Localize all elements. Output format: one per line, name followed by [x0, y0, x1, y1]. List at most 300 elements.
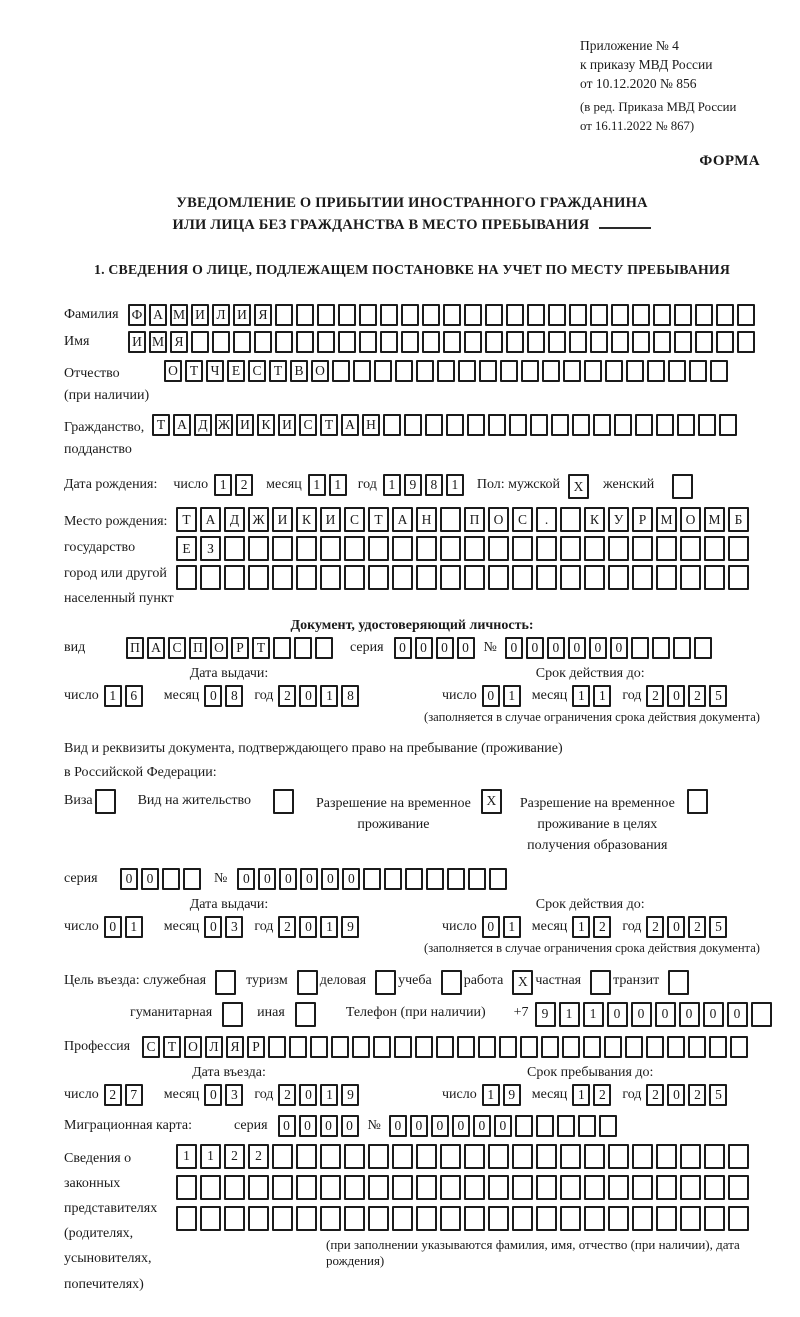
char-cell[interactable]: 0	[431, 1115, 449, 1137]
char-cell[interactable]: 2	[646, 685, 664, 707]
char-cell[interactable]	[632, 536, 653, 561]
char-cell[interactable]	[728, 536, 749, 561]
char-cell[interactable]: О	[680, 507, 701, 532]
char-cell[interactable]	[488, 565, 509, 590]
char-cell[interactable]	[224, 536, 245, 561]
char-cell[interactable]	[608, 565, 629, 590]
char-cell[interactable]	[200, 1206, 221, 1231]
char-cell[interactable]: 1	[320, 916, 338, 938]
char-cell[interactable]	[488, 414, 506, 436]
char-cell[interactable]	[368, 1175, 389, 1200]
char-cell[interactable]: А	[341, 414, 359, 436]
char-cell[interactable]	[392, 536, 413, 561]
char-cell[interactable]	[344, 1206, 365, 1231]
char-cell[interactable]	[632, 1206, 653, 1231]
char-cell[interactable]	[512, 1144, 533, 1169]
char-cell[interactable]: 0	[667, 685, 685, 707]
residence-permit-checkbox[interactable]	[273, 789, 294, 814]
char-cell[interactable]: Ф	[128, 304, 146, 326]
char-cell[interactable]: 1	[583, 1002, 604, 1027]
purpose-tourism-checkbox[interactable]	[297, 970, 318, 995]
char-cell[interactable]	[446, 414, 464, 436]
char-cell[interactable]: К	[584, 507, 605, 532]
char-cell[interactable]: 9	[503, 1084, 521, 1106]
char-cell[interactable]: К	[296, 507, 317, 532]
char-cell[interactable]: И	[278, 414, 296, 436]
char-cell[interactable]: 1	[572, 1084, 590, 1106]
char-cell[interactable]	[593, 414, 611, 436]
char-cell[interactable]: Д	[224, 507, 245, 532]
char-cell[interactable]: 1	[572, 685, 590, 707]
char-cell[interactable]: 1	[308, 474, 326, 496]
char-cell[interactable]	[653, 331, 671, 353]
char-cell[interactable]	[176, 1175, 197, 1200]
char-cell[interactable]: 0	[727, 1002, 748, 1027]
char-cell[interactable]	[489, 868, 507, 890]
char-cell[interactable]: 0	[237, 868, 255, 890]
char-cell[interactable]	[447, 868, 465, 890]
char-cell[interactable]	[332, 360, 350, 382]
char-cell[interactable]	[394, 1036, 412, 1058]
char-cell[interactable]	[688, 1036, 706, 1058]
char-cell[interactable]	[632, 565, 653, 590]
char-cell[interactable]: С	[344, 507, 365, 532]
char-cell[interactable]	[536, 1175, 557, 1200]
char-cell[interactable]	[680, 1175, 701, 1200]
char-cell[interactable]: 0	[341, 1115, 359, 1137]
char-cell[interactable]: М	[656, 507, 677, 532]
char-cell[interactable]: 1	[593, 685, 611, 707]
char-cell[interactable]	[224, 565, 245, 590]
char-cell[interactable]	[695, 331, 713, 353]
char-cell[interactable]: 1	[125, 916, 143, 938]
char-cell[interactable]: 2	[646, 916, 664, 938]
char-cell[interactable]: 9	[535, 1002, 556, 1027]
char-cell[interactable]	[320, 1175, 341, 1200]
char-cell[interactable]	[275, 304, 293, 326]
char-cell[interactable]: 5	[709, 1084, 727, 1106]
char-cell[interactable]	[728, 565, 749, 590]
char-cell[interactable]: 0	[452, 1115, 470, 1137]
char-cell[interactable]	[368, 1144, 389, 1169]
char-cell[interactable]	[560, 1206, 581, 1231]
char-cell[interactable]	[488, 1175, 509, 1200]
char-cell[interactable]	[647, 360, 665, 382]
char-cell[interactable]: 1	[320, 685, 338, 707]
char-cell[interactable]	[709, 1036, 727, 1058]
char-cell[interactable]	[704, 1175, 725, 1200]
char-cell[interactable]: М	[149, 331, 167, 353]
char-cell[interactable]	[698, 414, 716, 436]
char-cell[interactable]: А	[147, 637, 165, 659]
char-cell[interactable]	[368, 536, 389, 561]
char-cell[interactable]: 0	[526, 637, 544, 659]
char-cell[interactable]	[440, 536, 461, 561]
char-cell[interactable]	[272, 565, 293, 590]
char-cell[interactable]	[512, 565, 533, 590]
char-cell[interactable]	[608, 1144, 629, 1169]
char-cell[interactable]	[183, 868, 201, 890]
char-cell[interactable]	[344, 536, 365, 561]
char-cell[interactable]: 1	[214, 474, 232, 496]
char-cell[interactable]: И	[128, 331, 146, 353]
char-cell[interactable]	[416, 1175, 437, 1200]
char-cell[interactable]	[331, 1036, 349, 1058]
char-cell[interactable]	[605, 360, 623, 382]
char-cell[interactable]: 0	[141, 868, 159, 890]
char-cell[interactable]	[611, 331, 629, 353]
char-cell[interactable]	[368, 1206, 389, 1231]
char-cell[interactable]	[551, 414, 569, 436]
char-cell[interactable]: 9	[341, 916, 359, 938]
char-cell[interactable]	[464, 1206, 485, 1231]
char-cell[interactable]	[294, 637, 312, 659]
char-cell[interactable]: 0	[104, 916, 122, 938]
char-cell[interactable]: 2	[688, 916, 706, 938]
char-cell[interactable]	[344, 565, 365, 590]
char-cell[interactable]	[392, 1144, 413, 1169]
char-cell[interactable]: Т	[185, 360, 203, 382]
char-cell[interactable]	[416, 565, 437, 590]
char-cell[interactable]: Н	[362, 414, 380, 436]
char-cell[interactable]	[457, 1036, 475, 1058]
char-cell[interactable]	[506, 304, 524, 326]
char-cell[interactable]	[667, 1036, 685, 1058]
char-cell[interactable]: Е	[176, 536, 197, 561]
char-cell[interactable]	[426, 868, 444, 890]
char-cell[interactable]: 0	[120, 868, 138, 890]
char-cell[interactable]	[677, 414, 695, 436]
char-cell[interactable]: Ч	[206, 360, 224, 382]
char-cell[interactable]	[392, 1175, 413, 1200]
visa-checkbox[interactable]	[95, 789, 116, 814]
char-cell[interactable]: Т	[320, 414, 338, 436]
char-cell[interactable]	[395, 360, 413, 382]
char-cell[interactable]	[272, 536, 293, 561]
char-cell[interactable]	[608, 1175, 629, 1200]
char-cell[interactable]	[416, 536, 437, 561]
char-cell[interactable]: З	[200, 536, 221, 561]
char-cell[interactable]	[527, 331, 545, 353]
char-cell[interactable]	[359, 304, 377, 326]
char-cell[interactable]	[716, 331, 734, 353]
char-cell[interactable]	[632, 1144, 653, 1169]
purpose-business-checkbox[interactable]	[375, 970, 396, 995]
sex-female-checkbox[interactable]	[672, 474, 693, 499]
char-cell[interactable]	[374, 360, 392, 382]
char-cell[interactable]: 1	[482, 1084, 500, 1106]
char-cell[interactable]	[191, 331, 209, 353]
char-cell[interactable]	[467, 414, 485, 436]
char-cell[interactable]	[212, 331, 230, 353]
char-cell[interactable]: 8	[341, 685, 359, 707]
sex-male-checkbox[interactable]: X	[568, 474, 589, 499]
edu-permit-checkbox[interactable]	[687, 789, 708, 814]
char-cell[interactable]	[530, 414, 548, 436]
char-cell[interactable]	[464, 1144, 485, 1169]
char-cell[interactable]	[584, 1175, 605, 1200]
char-cell[interactable]: 0	[299, 1084, 317, 1106]
char-cell[interactable]: 2	[278, 685, 296, 707]
char-cell[interactable]	[680, 565, 701, 590]
char-cell[interactable]	[488, 1206, 509, 1231]
char-cell[interactable]	[485, 304, 503, 326]
char-cell[interactable]	[200, 1175, 221, 1200]
char-cell[interactable]: Т	[252, 637, 270, 659]
char-cell[interactable]	[440, 1144, 461, 1169]
char-cell[interactable]	[479, 360, 497, 382]
char-cell[interactable]: И	[320, 507, 341, 532]
purpose-other-checkbox[interactable]	[295, 1002, 316, 1027]
char-cell[interactable]: 8	[225, 685, 243, 707]
char-cell[interactable]: 0	[494, 1115, 512, 1137]
char-cell[interactable]	[272, 1206, 293, 1231]
char-cell[interactable]	[716, 304, 734, 326]
char-cell[interactable]	[680, 1206, 701, 1231]
char-cell[interactable]	[468, 868, 486, 890]
char-cell[interactable]	[272, 1144, 293, 1169]
char-cell[interactable]	[488, 1144, 509, 1169]
char-cell[interactable]: 0	[547, 637, 565, 659]
char-cell[interactable]	[422, 304, 440, 326]
char-cell[interactable]: 0	[204, 916, 222, 938]
char-cell[interactable]: 2	[593, 1084, 611, 1106]
char-cell[interactable]	[415, 1036, 433, 1058]
char-cell[interactable]	[704, 1206, 725, 1231]
char-cell[interactable]	[611, 304, 629, 326]
char-cell[interactable]	[296, 1206, 317, 1231]
char-cell[interactable]	[392, 1206, 413, 1231]
char-cell[interactable]	[737, 331, 755, 353]
char-cell[interactable]: 1	[572, 916, 590, 938]
char-cell[interactable]	[626, 360, 644, 382]
char-cell[interactable]: О	[311, 360, 329, 382]
char-cell[interactable]	[653, 304, 671, 326]
char-cell[interactable]	[499, 1036, 517, 1058]
char-cell[interactable]	[310, 1036, 328, 1058]
char-cell[interactable]	[536, 1144, 557, 1169]
char-cell[interactable]: 2	[248, 1144, 269, 1169]
char-cell[interactable]	[464, 304, 482, 326]
char-cell[interactable]: А	[392, 507, 413, 532]
char-cell[interactable]	[527, 304, 545, 326]
char-cell[interactable]	[632, 304, 650, 326]
char-cell[interactable]: 0	[473, 1115, 491, 1137]
char-cell[interactable]: 6	[125, 685, 143, 707]
char-cell[interactable]	[344, 1175, 365, 1200]
char-cell[interactable]	[320, 1144, 341, 1169]
char-cell[interactable]: 8	[425, 474, 443, 496]
char-cell[interactable]	[656, 1175, 677, 1200]
char-cell[interactable]	[176, 565, 197, 590]
char-cell[interactable]	[689, 360, 707, 382]
char-cell[interactable]	[542, 360, 560, 382]
char-cell[interactable]	[737, 304, 755, 326]
char-cell[interactable]: 0	[631, 1002, 652, 1027]
char-cell[interactable]	[162, 868, 180, 890]
char-cell[interactable]: 2	[688, 685, 706, 707]
char-cell[interactable]: Т	[152, 414, 170, 436]
char-cell[interactable]	[512, 536, 533, 561]
char-cell[interactable]: 0	[389, 1115, 407, 1137]
char-cell[interactable]: Н	[416, 507, 437, 532]
char-cell[interactable]	[416, 1144, 437, 1169]
char-cell[interactable]	[320, 1206, 341, 1231]
char-cell[interactable]: 2	[688, 1084, 706, 1106]
char-cell[interactable]	[520, 1036, 538, 1058]
char-cell[interactable]	[548, 331, 566, 353]
char-cell[interactable]	[224, 1206, 245, 1231]
char-cell[interactable]: 1	[176, 1144, 197, 1169]
char-cell[interactable]	[583, 1036, 601, 1058]
char-cell[interactable]: 0	[667, 916, 685, 938]
char-cell[interactable]	[674, 304, 692, 326]
char-cell[interactable]	[422, 331, 440, 353]
char-cell[interactable]	[656, 1206, 677, 1231]
char-cell[interactable]	[656, 1144, 677, 1169]
char-cell[interactable]	[289, 1036, 307, 1058]
char-cell[interactable]	[632, 331, 650, 353]
char-cell[interactable]	[506, 331, 524, 353]
char-cell[interactable]	[668, 360, 686, 382]
char-cell[interactable]: 5	[709, 685, 727, 707]
char-cell[interactable]: И	[236, 414, 254, 436]
char-cell[interactable]	[248, 565, 269, 590]
char-cell[interactable]: С	[248, 360, 266, 382]
char-cell[interactable]: 0	[278, 1115, 296, 1137]
char-cell[interactable]: П	[189, 637, 207, 659]
char-cell[interactable]: С	[299, 414, 317, 436]
purpose-private-checkbox[interactable]	[590, 970, 611, 995]
char-cell[interactable]: Д	[194, 414, 212, 436]
char-cell[interactable]	[695, 304, 713, 326]
char-cell[interactable]	[590, 331, 608, 353]
char-cell[interactable]: А	[173, 414, 191, 436]
char-cell[interactable]: 1	[200, 1144, 221, 1169]
char-cell[interactable]: 2	[235, 474, 253, 496]
char-cell[interactable]: 0	[415, 637, 433, 659]
char-cell[interactable]	[405, 868, 423, 890]
char-cell[interactable]	[464, 331, 482, 353]
char-cell[interactable]	[176, 1206, 197, 1231]
char-cell[interactable]	[625, 1036, 643, 1058]
char-cell[interactable]: 0	[410, 1115, 428, 1137]
char-cell[interactable]	[584, 1144, 605, 1169]
char-cell[interactable]	[512, 1175, 533, 1200]
char-cell[interactable]: 9	[341, 1084, 359, 1106]
char-cell[interactable]: С	[168, 637, 186, 659]
char-cell[interactable]: 3	[225, 1084, 243, 1106]
char-cell[interactable]	[632, 1175, 653, 1200]
char-cell[interactable]: 7	[125, 1084, 143, 1106]
char-cell[interactable]	[416, 1206, 437, 1231]
char-cell[interactable]	[614, 414, 632, 436]
char-cell[interactable]: 0	[607, 1002, 628, 1027]
char-cell[interactable]	[584, 565, 605, 590]
char-cell[interactable]: 0	[299, 1115, 317, 1137]
char-cell[interactable]: Т	[176, 507, 197, 532]
char-cell[interactable]: П	[464, 507, 485, 532]
char-cell[interactable]	[359, 331, 377, 353]
char-cell[interactable]: У	[608, 507, 629, 532]
char-cell[interactable]: 1	[320, 1084, 338, 1106]
purpose-transit-checkbox[interactable]	[668, 970, 689, 995]
char-cell[interactable]: П	[126, 637, 144, 659]
char-cell[interactable]: И	[272, 507, 293, 532]
char-cell[interactable]	[268, 1036, 286, 1058]
char-cell[interactable]	[560, 507, 581, 532]
char-cell[interactable]: И	[191, 304, 209, 326]
char-cell[interactable]	[728, 1144, 749, 1169]
char-cell[interactable]: О	[164, 360, 182, 382]
char-cell[interactable]	[680, 1144, 701, 1169]
char-cell[interactable]	[296, 536, 317, 561]
char-cell[interactable]: Т	[163, 1036, 181, 1058]
char-cell[interactable]	[373, 1036, 391, 1058]
char-cell[interactable]	[608, 536, 629, 561]
char-cell[interactable]	[248, 1175, 269, 1200]
char-cell[interactable]: 3	[225, 916, 243, 938]
char-cell[interactable]	[536, 565, 557, 590]
char-cell[interactable]	[464, 1175, 485, 1200]
char-cell[interactable]: 0	[342, 868, 360, 890]
char-cell[interactable]: 0	[589, 637, 607, 659]
char-cell[interactable]	[296, 304, 314, 326]
char-cell[interactable]	[536, 1206, 557, 1231]
char-cell[interactable]: С	[512, 507, 533, 532]
char-cell[interactable]	[404, 414, 422, 436]
char-cell[interactable]: О	[184, 1036, 202, 1058]
char-cell[interactable]	[320, 536, 341, 561]
char-cell[interactable]	[541, 1036, 559, 1058]
char-cell[interactable]: 0	[321, 868, 339, 890]
char-cell[interactable]: М	[170, 304, 188, 326]
char-cell[interactable]: 9	[404, 474, 422, 496]
char-cell[interactable]	[500, 360, 518, 382]
char-cell[interactable]	[704, 536, 725, 561]
char-cell[interactable]: Р	[247, 1036, 265, 1058]
char-cell[interactable]: Л	[212, 304, 230, 326]
char-cell[interactable]	[584, 536, 605, 561]
char-cell[interactable]	[604, 1036, 622, 1058]
char-cell[interactable]	[608, 1206, 629, 1231]
char-cell[interactable]	[425, 414, 443, 436]
char-cell[interactable]	[440, 1206, 461, 1231]
char-cell[interactable]	[569, 331, 587, 353]
char-cell[interactable]: Р	[632, 507, 653, 532]
char-cell[interactable]: С	[142, 1036, 160, 1058]
char-cell[interactable]: Е	[227, 360, 245, 382]
char-cell[interactable]	[436, 1036, 454, 1058]
char-cell[interactable]	[515, 1115, 533, 1137]
char-cell[interactable]	[704, 565, 725, 590]
char-cell[interactable]	[200, 565, 221, 590]
char-cell[interactable]	[728, 1175, 749, 1200]
char-cell[interactable]	[363, 868, 381, 890]
char-cell[interactable]	[272, 1175, 293, 1200]
char-cell[interactable]: 1	[503, 916, 521, 938]
char-cell[interactable]: 0	[679, 1002, 700, 1027]
char-cell[interactable]: 0	[299, 685, 317, 707]
char-cell[interactable]	[296, 1144, 317, 1169]
char-cell[interactable]	[464, 565, 485, 590]
char-cell[interactable]: 2	[646, 1084, 664, 1106]
char-cell[interactable]: О	[210, 637, 228, 659]
char-cell[interactable]: 1	[383, 474, 401, 496]
char-cell[interactable]: 0	[568, 637, 586, 659]
char-cell[interactable]: 1	[503, 685, 521, 707]
char-cell[interactable]	[224, 1175, 245, 1200]
